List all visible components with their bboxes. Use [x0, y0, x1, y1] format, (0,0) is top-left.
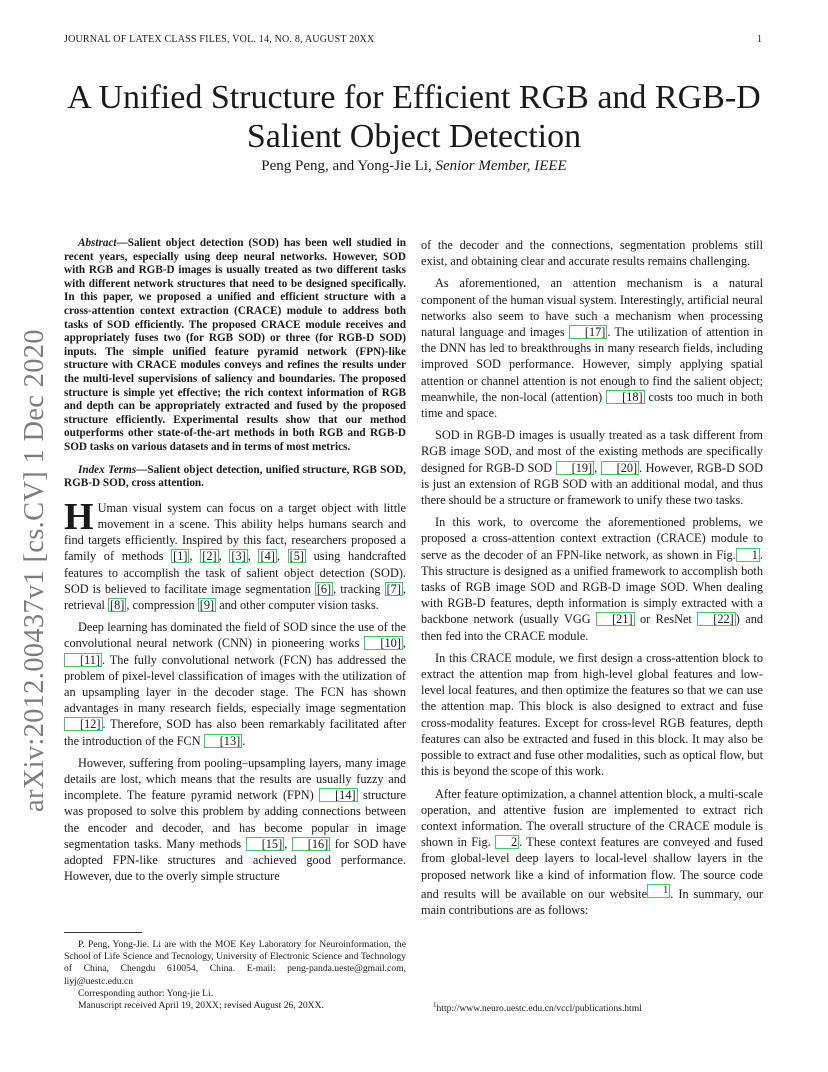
citation-link[interactable]: [9]: [199, 597, 215, 612]
intro-paragraph-2: Deep learning has dominated the field of SOD since the use of the convolutional neural network (CNN) in pioneering works [10] , [11] . The fully convolutional network (FCN) has addressed the problem of pixel-level classification of images with the utilization of an upsampling layer in the decoder stage. The FCN has shown advantages in many research fields, especially image segmentation [12] . Therefore, SOD has also been remarkably facilitated after the introduction of the FCN [13] .: [64, 620, 406, 748]
citation-link[interactable]: [21]: [596, 612, 635, 626]
citation-link[interactable]: [20]: [601, 461, 640, 475]
running-head: JOURNAL OF LATEX CLASS FILES, VOL. 14, NO. 8, AUGUST 20XX: [64, 34, 375, 45]
author-names: Peng Peng, and Yong-Jie Li,: [261, 158, 432, 174]
index-terms-lead: Index Terms: [78, 463, 137, 476]
right-paragraph-0: of the decoder and the connections, segmentation problems still exist, and obtaining clear and accurate results remains challenging.: [421, 238, 763, 269]
right-paragraph-3: In this work, to overcome the aforementioned problems, we proposed a cross-attention context extraction (CRACE) module to serve as the decoder of an FPN-like network, as shown in Fig. 1 . This structure is designed as a unified framework to accomplish both tasks of RGB image SOD and RGB-D image SOD. When dealing with RGB-D features, depth information is simply extracted with a backbone network (usually VGG [21] or ResNet [22] ) and then fed into the CRACE module.: [421, 515, 764, 643]
title-line-2: Salient Object Detection: [246, 118, 582, 155]
right-column: [421, 237, 763, 924]
citation-link[interactable]: [10]: [364, 636, 403, 650]
citation-link[interactable]: [7]: [386, 581, 401, 596]
citation-link[interactable]: [19]: [556, 461, 595, 475]
citation-link[interactable]: [16]: [292, 837, 331, 851]
left-column: [64, 237, 406, 890]
citation-link[interactable]: [2]: [202, 549, 217, 564]
index-terms: [64, 464, 406, 491]
abstract-text: —Salient object detection (SOD) has been well studied in recent years, especially using deep neural networks. However, SOD with RGB and RGB-D images is usually treated as two different tasks with different network structures that need to be designed specifically. In this paper, we proposed a unified and efficient structure with a cross-attention context extraction (CRACE) module to address both tasks of SOD efficiently. The proposed CRACE module receives and appropriately fuses two (for RGB SOD) or three (for RGB-D SOD) inputs. The simple unified feature pyramid network (FPN)-like structure with CRACE modules conveys and refines the results under the multi-level supervisions of saliency and boundaries. The proposed structure is simple yet effective; the rich context information of RGB and depth can be appropriately extracted and fused by the proposed structure efficiently. Experimental results show that our method outperforms other state-of-the-art methods in both RGB and RGB-D SOD tasks on various datasets and in terms of most metrics.: [64, 237, 406, 453]
abstract: [64, 237, 406, 455]
affiliation-footnote: P. Peng, Yong-Jie. Li are with the MOE Key Laboratory for Neuroinformation, the School of Life Science and Tecnology, University of Electronic Science and Technology of China, Chengdu 610054, China. E-mail: peng-panda.ueste@gmail.com, liyj@uestc.edu.cn: [64, 939, 406, 987]
citation-link[interactable]: [14]: [319, 788, 358, 802]
citation-link[interactable]: [11]: [64, 653, 102, 667]
intro-paragraph-3: However, suffering from pooling–upsampling layers, many image details are lost, which means that the results are usually fuzzy and incomplete. The feature pyramid network (FPN) [14] structure was proposed to solve this problem by adding connections between the encoder and decoder, and has become popular in image segmentation tasks. Many methods [15] , [16] for SOD have adopted FPN-like structures and achieved good performance. However, due to the overly simple structure: [64, 755, 406, 884]
citation-link[interactable]: [13]: [204, 734, 243, 748]
project-url[interactable]: http://www.neuro.uestc.edu.cn/vccl/publications.html: [436, 1003, 642, 1015]
right-paragraph-5: After feature optimization, a channel attention block, a multi-scale operation, and attentive fusion are implemented to extract rich context information. The overall structure of the CRACE module is shown in Fig. 2 . These context features are conveyed and fused from global-level deep layers to local-level shallow layers in the proposed network like a kind of information flow. The source code and results will be available on our website $^1$ . In summary, our main contributions are as follows:: [421, 786, 763, 918]
citation-link[interactable]: [12]: [64, 717, 103, 731]
arxiv-stamp: arXiv:2012.00437v1 [cs.CV] 1 Dec 2020: [19, 329, 50, 812]
intro-paragraph-1: H Uman visual system can focus on a target object with little movement in a scene. This ability helps humans search and find targets efficiently. Inspired by this fact, researchers proposed a family of methods [1] , [2] , [3] , [4] , [5] using handcrafted features to accomplish the task of salient object detection (SOD). SOD is believed to facilitate image segmentation [6] , tracking [7] , retrieval [8] , compression [9] and other computer vision tasks.: [64, 495, 407, 612]
title-line-1: A Unified Structure for Efficient RGB and RGB-D: [67, 79, 761, 116]
citation-link[interactable]: [3]: [231, 549, 246, 564]
citation-link[interactable]: [6]: [316, 581, 332, 596]
citation-link[interactable]: [18]: [606, 390, 645, 404]
figure-link[interactable]: 1: [736, 548, 760, 562]
citation-link[interactable]: [8]: [110, 597, 125, 612]
citation-link[interactable]: [15]: [246, 837, 285, 851]
right-paragraph-4: In this CRACE module, we first design a cross-attention block to extract the attention map from high-level global features and low-level local features, and then optimize the features so that we can use the attention map. This block is also designed to extract and fuse cross-modality features. Except for cross-level RGB features, depth features can also be extracted and fused in this block. It may also be possible to extract and fuse other modalities, such as optical flow, but this is beyond the scope of this work.: [421, 650, 763, 779]
citation-link[interactable]: [5]: [289, 549, 304, 564]
page-number: 1: [757, 34, 762, 45]
index-terms-text: —Salient object detection, unified structure, RGB SOD, RGB-D SOD, cross attention.: [64, 463, 406, 490]
footnote-link[interactable]: 1: [647, 884, 670, 898]
corresponding-author: Corresponding author: Yong-jie Li.: [78, 987, 214, 999]
footnote-mark: 1: [433, 1001, 437, 1009]
footnote-rule: [64, 932, 142, 933]
citation-link[interactable]: [1]: [173, 549, 188, 564]
citation-link[interactable]: [4]: [260, 549, 275, 564]
figure-link[interactable]: 2: [495, 835, 519, 849]
author-role: Senior Member, IEEE: [435, 158, 567, 174]
citation-link[interactable]: [22]: [697, 612, 736, 626]
right-paragraph-1: As aforementioned, an attention mechanism is a natural component of the human visual system. Interestingly, artificial neural networks also seem to have such a mechanism when processing natural language and images [17] . The utilization of attention in the DNN has led to breakthroughs in many research fields, including improved SOD performance. However, simply applying spatial attention or channel attention is not enough to find the salient object; meanwhile, the non-local (attention) [18] costs too much in both time and space.: [421, 276, 763, 421]
footnote-right: [421, 999, 763, 1015]
author-line: [40, 158, 788, 175]
citation-link[interactable]: [17]: [569, 325, 608, 339]
paper-title: [40, 78, 788, 156]
abstract-lead: Abstract: [78, 237, 117, 249]
manuscript-dates: Manuscript received April 19, 20XX; revised August 26, 20XX.: [78, 1000, 324, 1012]
right-paragraph-2: SOD in RGB-D images is usually treated as a task different from RGB image SOD, and most of the existing methods are specifically designed for RGB-D SOD [19] , [20] . However, RGB-D SOD is just an extension of RGB SOD with an additional modal, and thus there should be a structure or framework to unify these two tasks.: [421, 428, 763, 508]
footnote-left: [64, 939, 406, 1012]
drop-cap: H: [64, 495, 94, 538]
